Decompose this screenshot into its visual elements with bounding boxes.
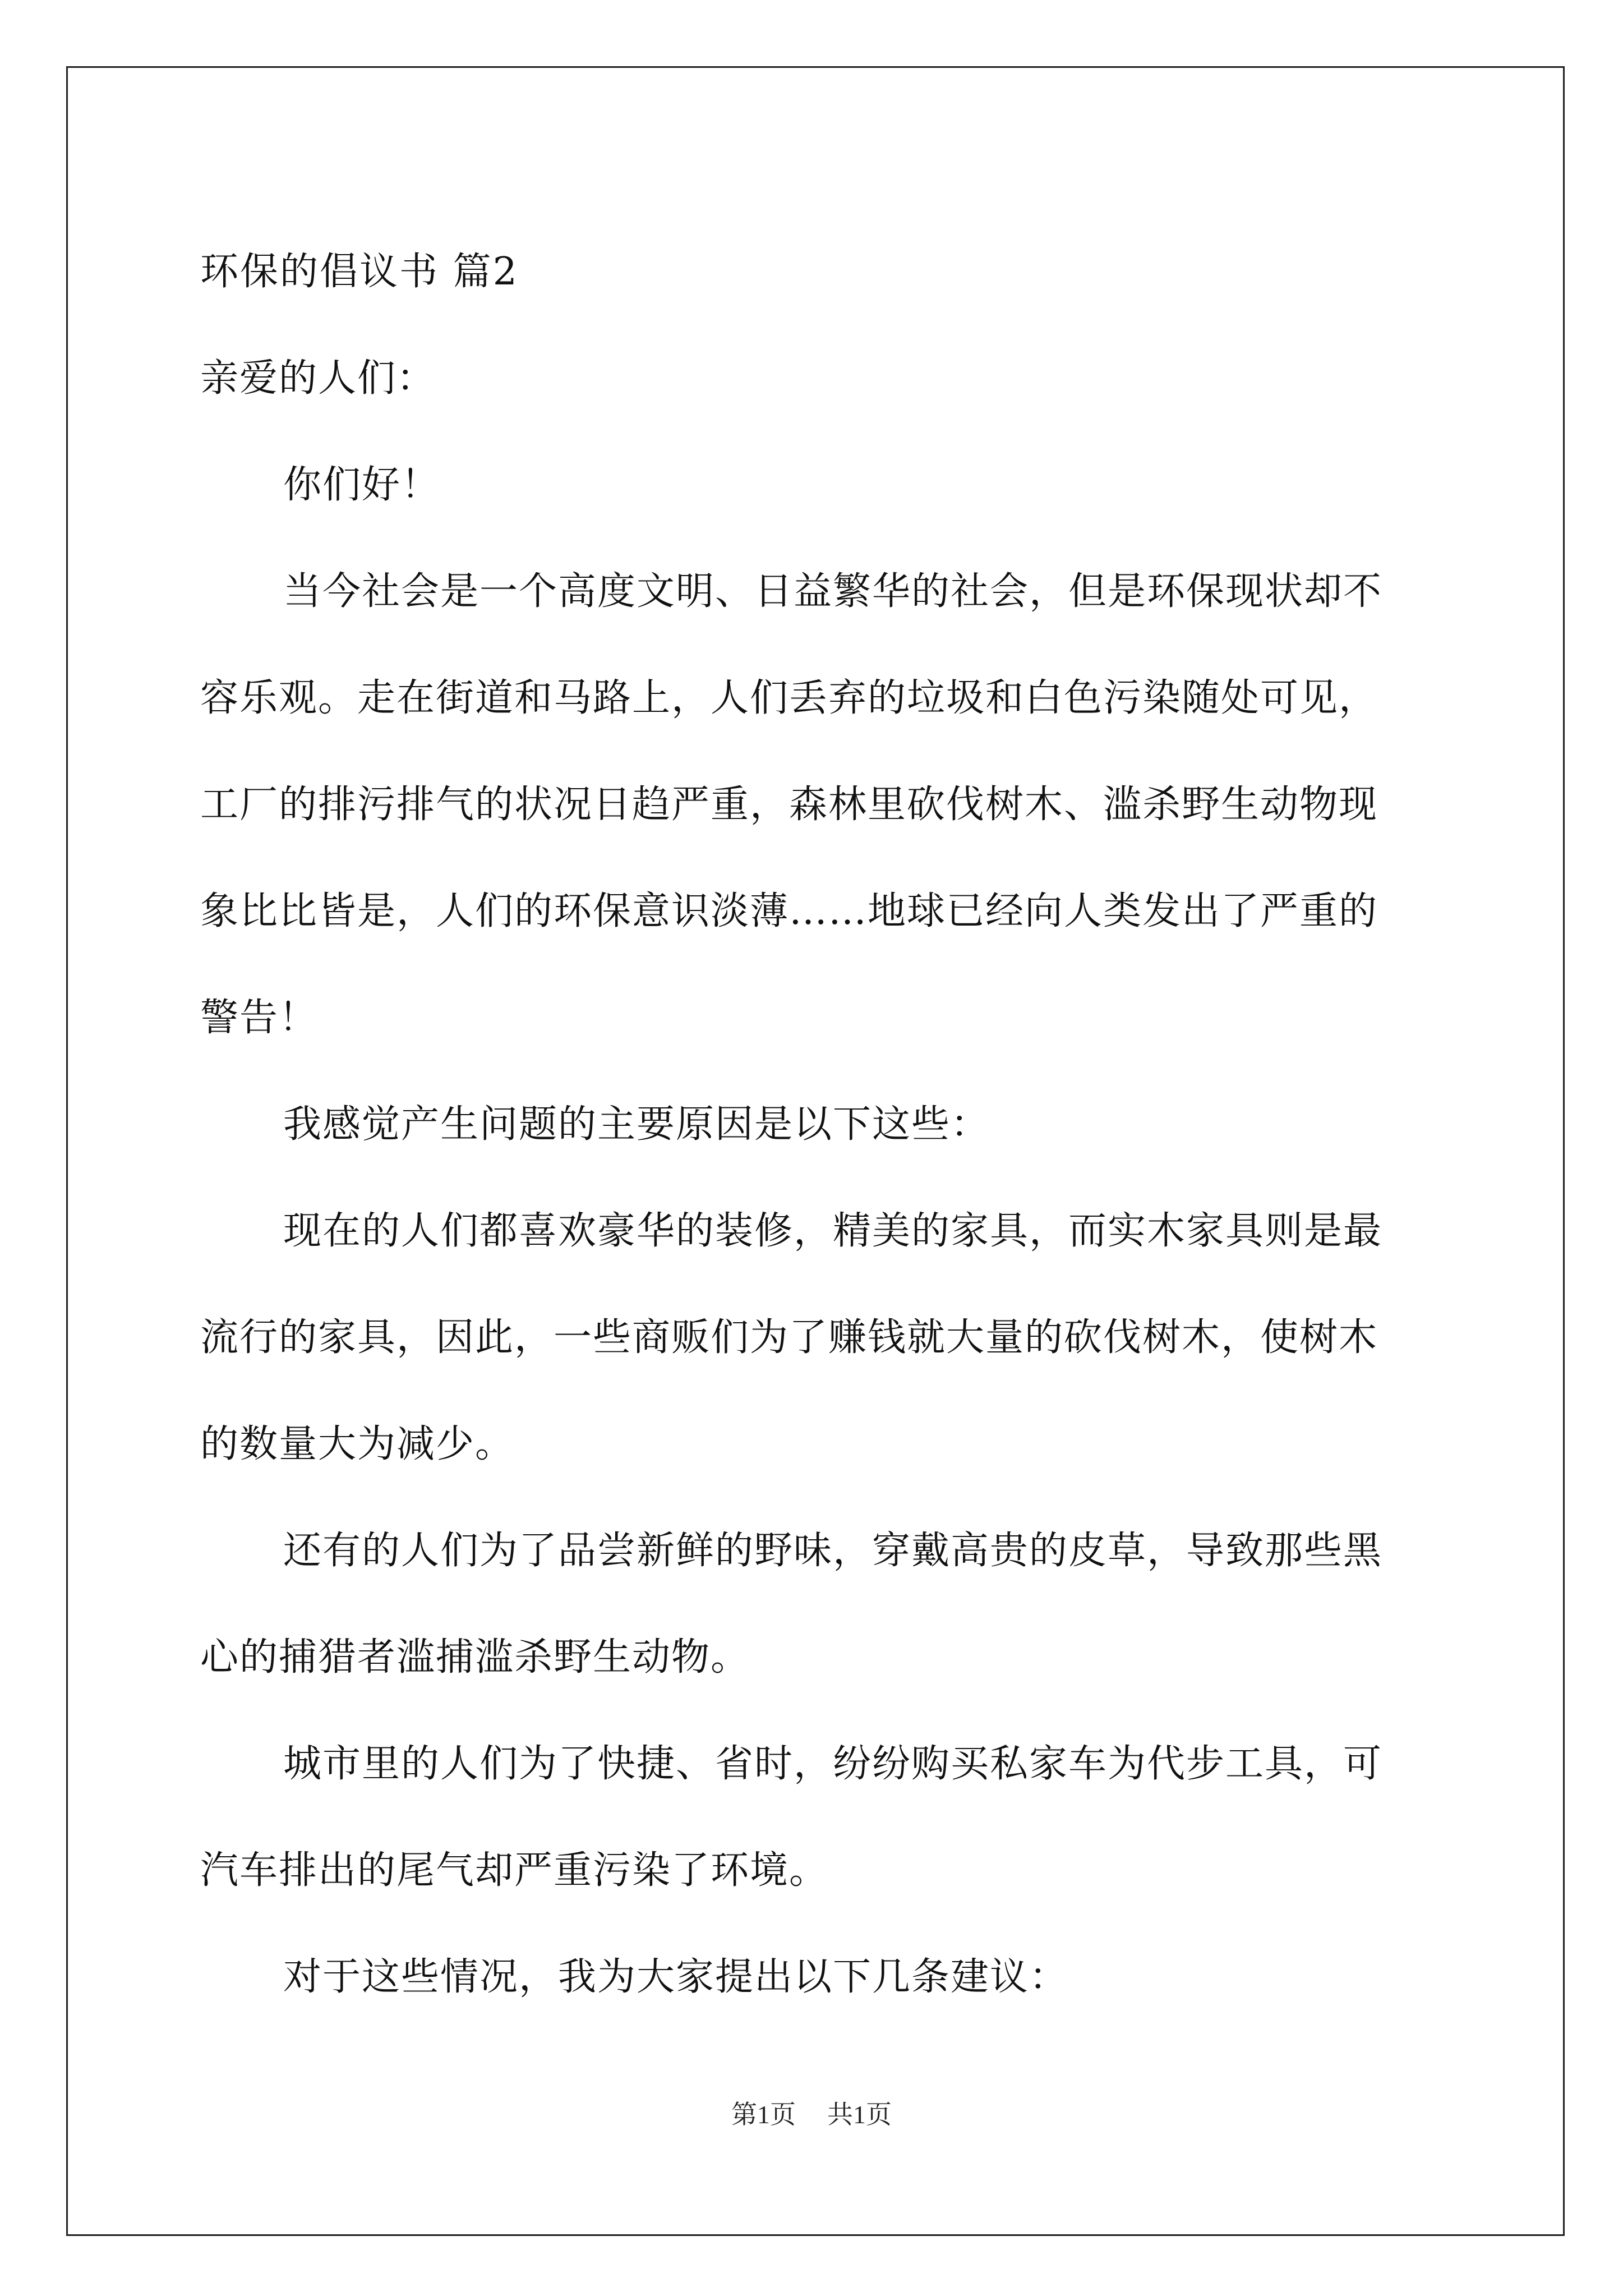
text-line: 汽车排出的尾气却严重污染了环境。 (200, 1848, 829, 1893)
text-line: 对于这些情况，我为大家提出以下几条建议： (283, 1955, 1069, 1999)
text-line: 警告！ (200, 996, 319, 1040)
text-line: 你们好！ (283, 463, 441, 507)
text-line: 象比比皆是，人们的环保意识淡薄……地球已经向人类发出了严重的 (200, 889, 1378, 933)
text-line: 当今社会是一个高度文明、日益繁华的社会，但是环保现状却不 (283, 569, 1383, 614)
text-line: 现在的人们都喜欢豪华的装修，精美的家具，而实木家具则是最 (283, 1209, 1383, 1253)
page-total: 共1页 (827, 2100, 892, 2129)
page-number: 第1页 (731, 2100, 796, 2129)
text-line: 还有的人们为了品尝新鲜的野味，穿戴高贵的皮草，导致那些黑 (283, 1529, 1383, 1573)
page-footer (0, 2098, 1623, 2132)
text-line: 城市里的人们为了快捷、省时，纷纷购买私家车为代步工具，可 (283, 1742, 1383, 1786)
text-line: 的数量大为减少。 (200, 1422, 515, 1466)
text-line: 我感觉产生问题的主要原因是以下这些： (283, 1102, 990, 1147)
text-line: 容乐观。走在街道和马路上，人们丢弃的垃圾和白色污染随处可见， (200, 676, 1378, 720)
text-line: 亲爱的人们： (200, 356, 436, 401)
text-line: 流行的家具，因此，一些商贩们为了赚钱就大量的砍伐树木，使树木 (200, 1315, 1378, 1360)
document-body (200, 219, 1434, 2031)
text-line: 工厂的排污排气的状况日趋严重，森林里砍伐树木、滥杀野生动物现 (200, 783, 1378, 827)
document-title: 环保的倡议书 篇2 (200, 250, 519, 294)
text-line: 心的捕猎者滥捕滥杀野生动物。 (200, 1635, 750, 1680)
